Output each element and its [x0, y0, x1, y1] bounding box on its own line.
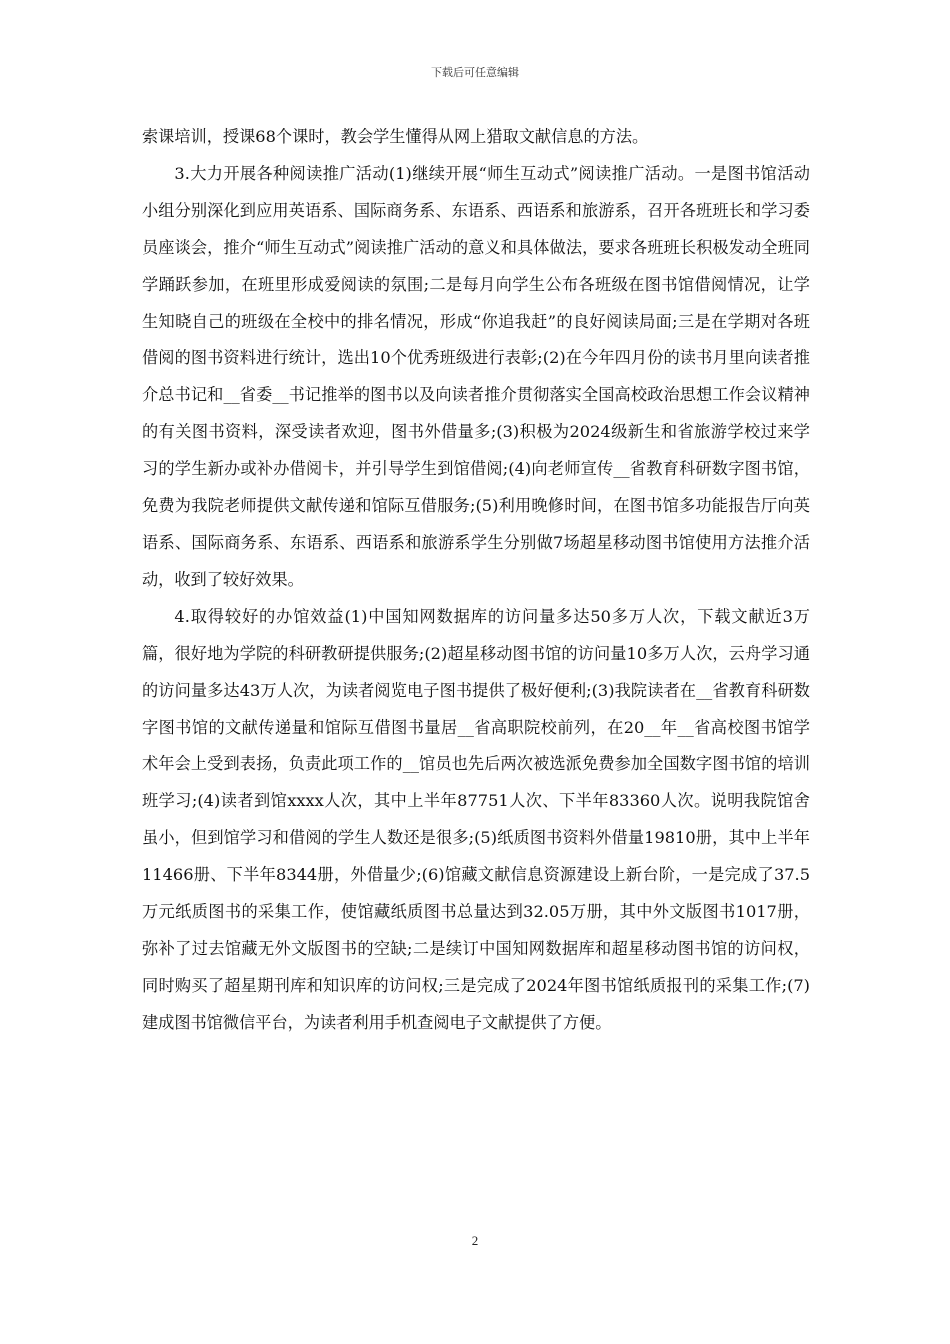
paragraph-continuation: 索课培训，授课68个课时，教会学生懂得从网上猎取文献信息的方法。	[142, 127, 649, 146]
document-body	[142, 119, 810, 1042]
page-header: 下载后可任意编辑	[431, 66, 519, 79]
page-number: 2	[471, 1233, 479, 1248]
paragraph-reading-promotion: 3.大力开展各种阅读推广活动(1)继续开展“师生互动式”阅读推广活动。一是图书馆活动小组分别深化到应用英语系、国际商务系、东语系、西语系和旅游系，召开各班班长和学习委员座谈会，推介“师生互动式”阅读推广活动的意义和具体做法，要求各班班长积极发动全班同学踊跃参加，在班里形成爱阅读的氛围;二是每月向学生公布各班级在图书馆借阅情况，让学生知晓自己的班级在全校中的排名情况，形成“你追我赶”的良好阅读局面;三是在学期对各班借阅的图书资料进行统计，选出10个优秀班级进行表彰;(2)在今年四月份的读书月里向读者推介总书记和__省委__书记推举的图书以及向读者推介贯彻落实全国高校政治思想工作会议精神的有关图书资料，深受读者欢迎，图书外借量多;(3)积极为2024级新生和省旅游学校过来学习的学生新办或补办借阅卡，并引导学生到馆借阅;(4)向老师宣传__省教育科研数字图书馆，免费为我院老师提供文献传递和馆际互借服务;(5)利用晚修时间，在图书馆多功能报告厅向英语系、国际商务系、东语系、西语系和旅游系学生分别做7场超星移动图书馆使用方法推介活动，收到了较好效果。	[142, 163, 810, 589]
paragraph-library-benefits: 4.取得较好的办馆效益(1)中国知网数据库的访问量多达50多万人次，下载文献近3万篇，很好地为学院的科研教研提供服务;(2)超星移动图书馆的访问量10多万人次，云舟学习通的访问量多达43万人次，为读者阅览电子图书提供了极好便利;(3)我院读者在__省教育科研数字图书馆的文献传递量和馆际互借图书量居__省高职院校前列，在20__年__省高校图书馆学术年会上受到表扬，负责此项工作的__馆员也先后两次被选派免费参加全国数字图书馆的培训班学习;(4)读者到馆xxxx人次，其中上半年87751人次、下半年83360人次。说明我院馆舍虽小，但到馆学习和借阅的学生人数还是很多;(5)纸质图书资料外借量19810册，其中上半年11466册、下半年8344册，外借量少;(6)馆藏文献信息资源建设上新台阶，一是完成了37.5万元纸质图书的采集工作，使馆藏纸质图书总量达到32.05万册，其中外文版图书1017册，弥补了过去馆藏无外文版图书的空缺;二是续订中国知网数据库和超星移动图书馆的访问权，同时购买了超星期刊库和知识库的访问权;三是完成了2024年图书馆纸质报刊的采集工作;(7)建成图书馆微信平台，为读者利用手机查阅电子文献提供了方便。	[142, 606, 810, 1032]
